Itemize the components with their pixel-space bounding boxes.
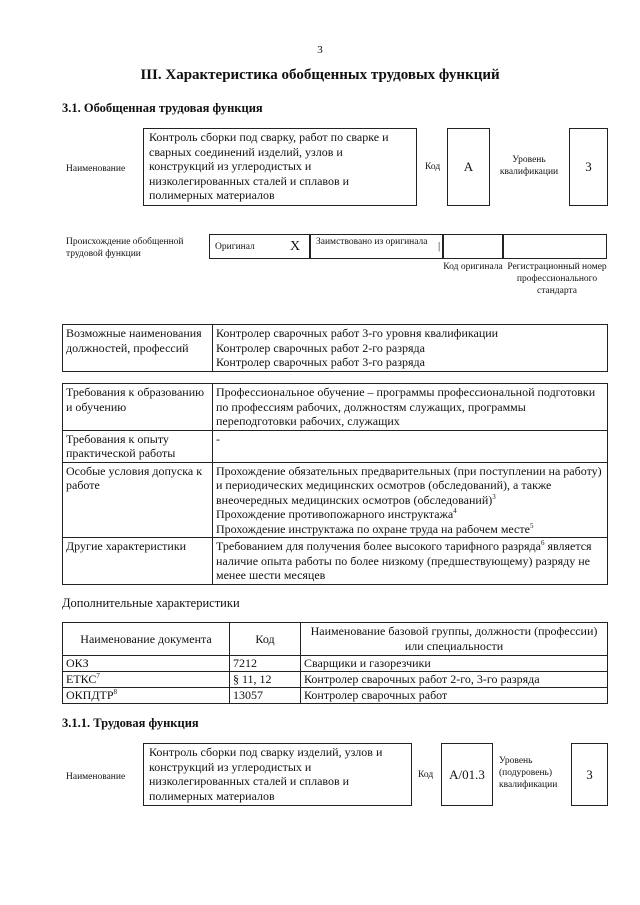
table-row bbox=[63, 688, 608, 704]
doc-code: § 11, 12 bbox=[230, 672, 301, 688]
gtf-name-value: Контроль сборки под сварку, работ по сварке и сварных соединений изделий, узлов и конструкций из углеродистых и низколегированных сталей и сплавов и полимерных материалов bbox=[143, 128, 417, 206]
doc-title: Сварщики и газорезчики bbox=[301, 656, 608, 672]
tf-name-value: Контроль сборки под сварку изделий, узлов и конструкций из углеродистых и низколегированных сталей и сплавов и полимерных материалов bbox=[143, 743, 412, 806]
additional-heading: Дополнительные характеристики bbox=[62, 596, 240, 610]
tf-code-value: А/01.3 bbox=[441, 743, 493, 806]
table-row bbox=[63, 672, 608, 688]
origin-label: Происхождение обобщенной трудовой функции bbox=[66, 237, 184, 259]
tf-name-label: Наименование bbox=[66, 772, 126, 782]
requirements-table bbox=[62, 383, 608, 585]
origin-borrowed-cell: Заимствовано из оригинала bbox=[310, 234, 443, 259]
positions-label: Возможные наименования должностей, профессий bbox=[63, 325, 213, 372]
position-item: Контролер сварочных работ 3-го разряда bbox=[216, 355, 425, 369]
section-title: III. Характеристика обобщенных трудовых функций bbox=[140, 67, 500, 83]
other-text-a: Требованием для получения более высокого тарифного разряда bbox=[216, 539, 541, 553]
origin-reg-cell bbox=[503, 234, 607, 259]
other-text-b: является наличие опыта работы по более низкому (предшествующему) разряду не менее шести месяцев bbox=[216, 539, 592, 582]
col-code-header: Код bbox=[230, 623, 301, 656]
col-name-header: Наименование базовой группы, должности (профессии) или специальности bbox=[301, 623, 608, 656]
footnote-ref: 6 bbox=[540, 539, 545, 547]
origin-reg-caption: Регистрационный номер профессионального стандарта bbox=[507, 262, 607, 296]
origin-code-caption: Код оригинала bbox=[443, 262, 503, 272]
origin-separator: | bbox=[438, 240, 441, 252]
positions-list bbox=[213, 325, 608, 372]
experience-value: - bbox=[213, 430, 608, 462]
origin-code-cell bbox=[443, 234, 503, 259]
gtf-code-value: А bbox=[447, 128, 490, 206]
doc-name: ОКЗ bbox=[66, 656, 89, 670]
gtf-name-label: Наименование bbox=[66, 164, 126, 174]
doc-code: 7212 bbox=[230, 656, 301, 672]
tf-level-label: Уровень (подуровень) квалификации bbox=[499, 756, 558, 790]
gtf-level-label: Уровень квалификации bbox=[499, 155, 559, 177]
doc-code: 13057 bbox=[230, 688, 301, 704]
special-label: Особые условия допуска к работе bbox=[63, 462, 213, 538]
gtf-heading: 3.1. Обобщенная трудовая функция bbox=[62, 101, 263, 115]
tf-heading: 3.1.1. Трудовая функция bbox=[62, 716, 199, 730]
doc-title: Контролер сварочных работ bbox=[301, 688, 608, 704]
experience-label: Требования к опыту практической работы bbox=[63, 430, 213, 462]
doc-name: ОКПДТР bbox=[66, 688, 114, 702]
origin-original-cell bbox=[209, 234, 310, 259]
positions-table bbox=[62, 324, 608, 372]
position-item: Контролер сварочных работ 3-го уровня квалификации bbox=[216, 326, 499, 340]
col-doc-header: Наименование документа bbox=[63, 623, 230, 656]
additional-table bbox=[62, 622, 608, 704]
special-line-1: Прохождение обязательных предварительных (при поступлении на работу) и периодических медицинских осмотров (обследований), а также внеочередных медицинских осмотров (обследований) bbox=[216, 463, 602, 507]
tf-code-label: Код bbox=[418, 770, 434, 780]
footnote-ref: 8 bbox=[113, 688, 118, 696]
gtf-level-value: 3 bbox=[569, 128, 608, 206]
footnote-ref: 4 bbox=[453, 507, 457, 515]
other-value bbox=[213, 538, 608, 585]
origin-original-label: Оригинал bbox=[215, 242, 255, 252]
tf-level-value: 3 bbox=[571, 743, 608, 806]
special-line-3: Прохождение инструктажа по охране труда на рабочем месте bbox=[216, 521, 530, 536]
doc-title: Контролер сварочных работ 2-го, 3-го разряда bbox=[301, 672, 608, 688]
footnote-ref: 3 bbox=[492, 492, 496, 501]
special-value bbox=[213, 462, 608, 538]
education-label: Требования к образованию и обучению bbox=[63, 384, 213, 431]
education-value: Профессиональное обучение – программы профессиональной подготовки по профессиям рабочих, должностям служащих, программы переподготовки рабочих, служащих bbox=[213, 384, 608, 431]
table-row bbox=[63, 656, 608, 672]
gtf-code-label: Код bbox=[425, 162, 441, 172]
footnote-ref: 7 bbox=[96, 672, 100, 680]
other-label: Другие характеристики bbox=[63, 538, 213, 585]
origin-original-mark: Х bbox=[290, 239, 301, 254]
position-item: Контролер сварочных работ 2-го разряда bbox=[216, 340, 425, 355]
doc-name: ЕТКС bbox=[66, 672, 97, 686]
footnote-ref: 5 bbox=[529, 521, 534, 530]
page-number: 3 bbox=[317, 44, 323, 56]
special-line-2: Прохождение противопожарного инструктажа bbox=[216, 507, 454, 521]
